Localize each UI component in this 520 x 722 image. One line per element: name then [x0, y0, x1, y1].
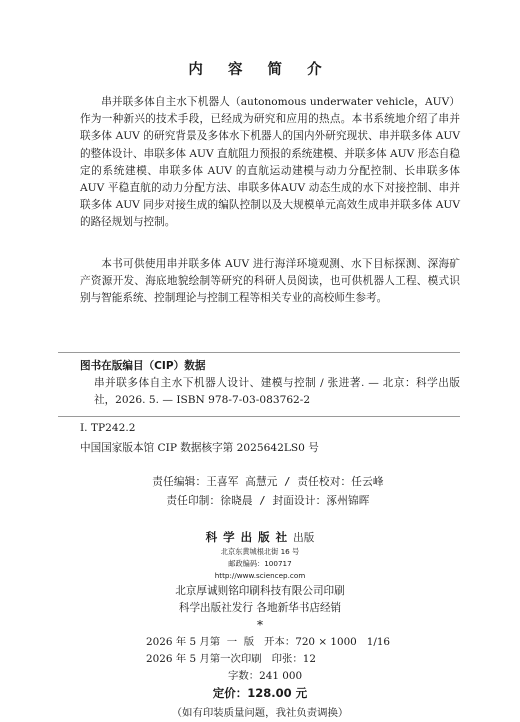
cip-record: 串并联多体自主水下机器人设计、建模与控制 / 张进著. — 北京：科学出版社，2026. 5. — ISBN 978-7-03-083762-2 — [94, 377, 460, 406]
cip-classification: Ⅰ. TP242.2 — [80, 422, 136, 434]
publisher-name: 科学出版社 — [205, 530, 294, 544]
printing-line: 2026 年 5 月第一次印刷 印张：12 — [146, 653, 316, 665]
edition-line: 2026 年 5 月第 一 版 开本：720 × 1000 1/16 — [146, 636, 391, 648]
summary-paragraph-1: 串并联多体自主水下机器人（autonomous underwater vehicle，AUV）作为一种新兴的技术手段，已经成为研究和应用的热点。本书系统地介绍了串并联多体 AUV 的研究背景及多体水下机器人的国内外研究现状、串并联多体 AUV 的整体设计、串联多体 AUV 直航阻力预报的系统建模、并联多体 AUV 形态自稳定的系统建模、串联多体 AUV 的直航运动建模与动力分配控制、长串联多体 AUV 平稳直航的动力分配方法、串联多体AUV 动态生成的水下对接控制、串并联多体 AUV 同步对接生成的编队控制以及大规模单元高效生成串并联多体 AUV 的路径规划与控制。 — [80, 96, 460, 229]
cip-top-rule — [58, 352, 460, 353]
publisher-website: http://www.sciencep.com — [214, 571, 306, 580]
credits-editors: 责任编辑：王喜军 高慧元 / 责任校对：任云峰 — [152, 476, 384, 488]
publisher-line — [0, 529, 520, 545]
publisher-suffix: 出版 — [293, 532, 315, 544]
price: 定价：128.00 元 — [212, 686, 308, 700]
summary-paragraph-2: 本书可供使用串并联多体 AUV 进行海洋环境观测、水下目标探测、深海矿产资源开发、海底地貌绘制等研究的科研人员阅读，也可供机器人工程、模式识别与智能系统、控制理论与控制工程等相关专业的高校师生参考。 — [80, 258, 460, 305]
publisher-postcode: 邮政编码：100717 — [228, 559, 292, 568]
distribution-line: 科学出版社发行 各地新华书店经销 — [178, 602, 342, 614]
quality-note: （如有印装质量问题，我社负责调换） — [171, 707, 349, 719]
printer-line: 北京厚诚则铭印刷科技有限公司印刷 — [175, 585, 345, 597]
cip-title: 图书在版编目（CIP）数据 — [80, 360, 206, 372]
summary-title: 内 容 简 介 — [188, 61, 332, 78]
separator-star: * — [257, 618, 263, 632]
cip-bottom-rule — [58, 416, 460, 417]
publisher-address: 北京东黄城根北街 16 号 — [220, 547, 300, 556]
cip-verification: 中国国家版本馆 CIP 数据核字第 2025642LS0 号 — [80, 442, 319, 454]
word-count: 字数：241 000 — [228, 670, 303, 682]
credits-printing-design: 责任印制：徐晓晨 / 封面设计：涿州锦晖 — [166, 495, 370, 507]
